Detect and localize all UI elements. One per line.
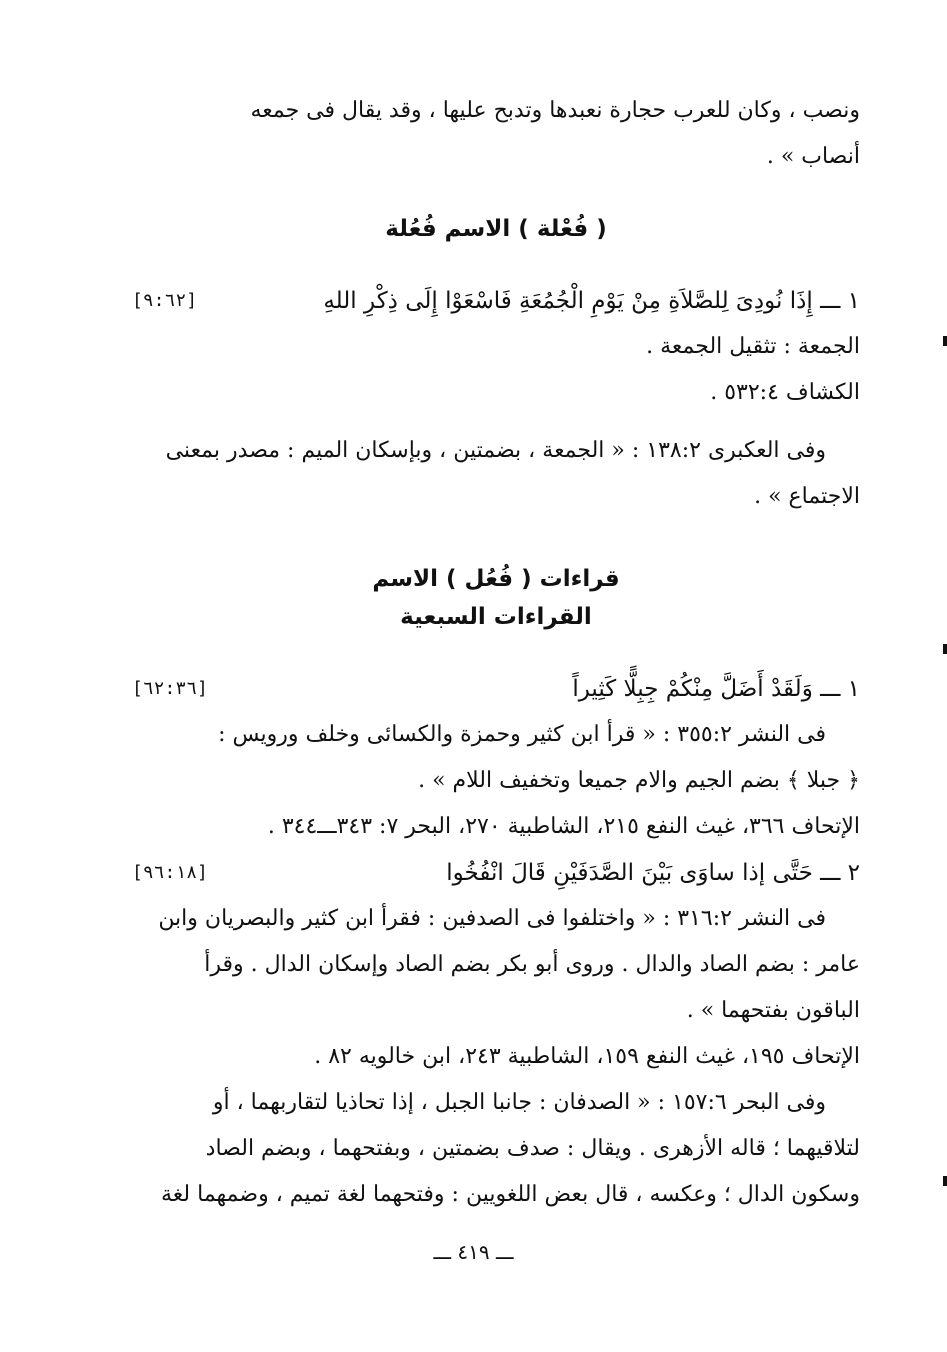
intro-line-1: ونصب ، وكان للعرب حجارة نعبدها وتدبح عليها ، وقد يقال فى جمعه <box>250 98 860 123</box>
margin-mark <box>943 644 947 654</box>
quran-verse-3 <box>132 850 860 896</box>
verse-reference: [٩٦:١٨] <box>132 862 208 883</box>
section-heading-1: ( فُعْلة ) الاسم فُعُلة <box>385 216 607 242</box>
quran-verse-2 <box>132 666 860 712</box>
nashr-line-3: الباقون بفتحهما » . <box>686 998 860 1023</box>
margin-mark <box>943 1176 947 1186</box>
section-subheading: القراءات السبعية <box>400 604 592 630</box>
bahr-line-1: وفى البحر ١٥٧:٦ : « الصدفان : جانبا الجبل ، إذا تحاذيا لتقاربهما ، أو <box>212 1090 826 1115</box>
note-line: الجمعة : تثقيل الجمعة . <box>646 334 860 359</box>
ithaf-line: الإتحاف ١٩٥، غيث النفع ١٥٩، الشاطبية ٢٤٣، ابن خالويه ٨٢ . <box>314 1044 860 1069</box>
ithaf-line: الإتحاف ٣٦٦، غيث النفع ٢١٥، الشاطبية ٢٧٠، البحر ٧: ٣٤٣ـــ٣٤٤ . <box>267 814 860 839</box>
verse-reference: [٦٢:٣٦] <box>132 678 208 699</box>
ukbari-line-2: الاجتماع » . <box>754 484 860 509</box>
nashr-line-1: فى النشر ٣١٦:٢ : « واختلفوا فى الصدفين : فقرأ ابن كثير والبصريان وابن <box>158 906 826 931</box>
intro-line-2: أنصاب » . <box>766 144 860 169</box>
page-body <box>132 88 860 1218</box>
nashr-line-2: ﴿ جبلا ﴾ بضم الجيم والام جميعا وتخفيف اللام » . <box>418 768 860 793</box>
quran-verse-1 <box>132 278 860 324</box>
nashr-line-2: عامر : بضم الصاد والدال . وروى أبو بكر بضم الصاد وإسكان الدال . وقرأ <box>204 952 860 977</box>
section-heading-2: قراءات ( فُعُل ) الاسم <box>372 566 620 592</box>
note-line: الكشاف ٥٣٢:٤ . <box>710 380 860 405</box>
nashr-line-1: فى النشر ٣٥٥:٢ : « قرأ ابن كثير وحمزة والكسائى وخلف ورويس : <box>218 722 826 747</box>
verse-text: ٢ ـــ حَتَّى إذا ساوَى بَيْنَ الصَّدَفَيْنِ قَالَ انْفُخُوا <box>446 860 860 886</box>
margin-mark <box>943 336 947 346</box>
page-number: ـــ ٤١٩ ـــ <box>433 1240 514 1264</box>
verse-text: ١ ـــ وَلَقَدْ أَضَلَّ مِنْكُمْ جِبِلًّا كَثِيراً <box>572 676 860 702</box>
ukbari-line-1: وفى العكبرى ١٣٨:٢ : « الجمعة ، بضمتين ، وبإسكان الميم : مصدر بمعنى <box>165 438 826 463</box>
bahr-line-3: وسكون الدال ؛ وعكسه ، قال بعض اللغويين : وفتحهما لغة تميم ، وضمهما لغة <box>161 1182 860 1207</box>
verse-text: ١ ـــ إِذَا نُودِىَ لِلصَّلاَةِ مِنْ يَوْمِ الْجُمُعَةِ فَاسْعَوْا إِلَى ذِكْرِ اللهِ <box>323 288 860 314</box>
verse-reference: [٩:٦٢] <box>132 290 198 311</box>
bahr-line-2: لتلاقيهما ؛ قاله الأزهرى . ويقال : صدف بضمتين ، وبفتحهما ، وبضم الصاد <box>205 1136 860 1161</box>
